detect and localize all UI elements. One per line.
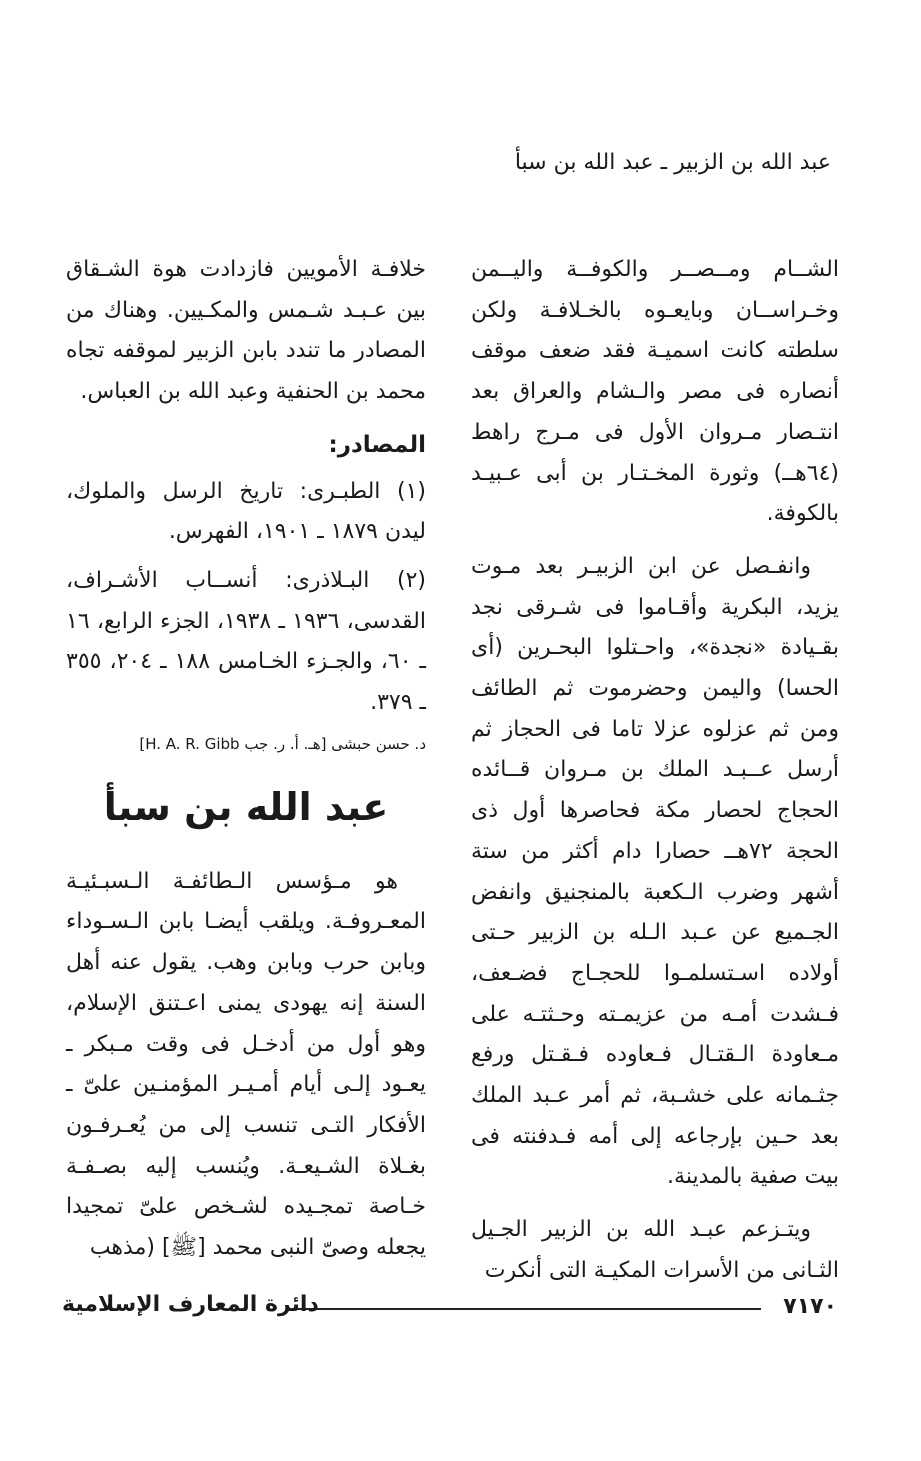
body-paragraph: ويتـزعم عبـد الله بن الزبير الجـيل الثـانى من الأسرات المكيـة التى أنكرت xyxy=(471,1217,839,1283)
left-column xyxy=(66,250,426,1281)
body-paragraph: وانفـصل عن ابن الزبيـر بعد مـوت يزيد، البكرية وأقـاموا فى شـرقى نجد بقـيادة «نجدة»، واحـتلوا البحـرين (أى الحسا) واليمن وحضرموت ثم الطائف ومن ثم عزلوه عزلا تاما فى الحجاز ثم أرسل عــبـد الملك بن مـروان قــائده الحجاج لحصار مكة فحاصرها أول ذى الحجة ٧٢هــ حصارا دام أكثر من ستة أشهر وضرب الـكعبة بالمنجنيق وانفض الجـميع عن عـبد الـله بن الزبير حـتى أولاده اسـتسلمـوا للحجـاج فضـعف، فـشدت أمـه من عزيمـته وحـثتـه على مـعاودة الـقتـال فـعاوده فـقـتل ورفع جثـمانه على خشـبة، ثم أمر عـبد الملك بعد حـين بإرجاعه إلى أمه فـدفنته فى بيت صفية بالمدينة. xyxy=(471,553,839,1190)
page-number: ٧١٧٠ xyxy=(783,1294,837,1319)
reference-item: (١) الطبـرى: تاريخ الرسل والملوك، ليدن ١٨٧٩ ـ ١٩٠١، الفهرس. xyxy=(66,478,426,545)
body-paragraph: الشــام ومــصــر والكوفــة واليــمن وخـراســان وبايعـوه بالخـلافـة ولكن سلطته كانت اسميـة فقد ضعف موقف أنصاره فى مصر والـشام والعراق بعد انتـصار مـروان الأول فى مـرج راهط (٦٤هــ) وثورة المخـتـار بن أبى عـبيـد بالكوفة. xyxy=(471,257,839,527)
footer-rule xyxy=(292,1308,761,1310)
article-title: عبد الله بن سبأ xyxy=(103,784,389,829)
sources-heading: المصادر: xyxy=(328,431,426,458)
article-body: هو مـؤسس الـطائفـة الـسبـئيـة المعـروفـة. ويلقب أيضـا بابن الـسـوداء وبابن حرب وبابن وهب. يقول عنه أهل السنة إنه يهودى يمنى اعـتنق الإسلام، وهو أول من أدخـل فى وقت مـبكر ـ يعـود إلـى أيام أمـيـر المؤمنـين علىّ ـ الأفكار التـى تنسب إلى من يُعـرفـون بغـلاة الشـيعـة. ويُنسب إليه بصـفـة خـاصة تمجـيده لشـخص علىّ تمجيدا يجعله وصىّ النبى محمد [ﷺ] (مذهب xyxy=(66,868,426,1261)
author-credit: د. حسن حبشى [هـ. أ. ر. جب H. A. R. Gibb] xyxy=(139,734,426,753)
reference-item: (٢) البـلاذرى: أنســاب الأشـراف، القدسى، ١٩٣٦ ـ ١٩٣٨، الجزء الرابع، ١٦ ـ ٦٠، والجـزء الخـامس ١٨٨ ـ ٢٠٤، ٣٥٥ ـ ٣٧٩. xyxy=(66,567,427,716)
running-head: عبد الله بن الزبير ـ عبد الله بن سبأ xyxy=(514,150,831,175)
footer xyxy=(62,1290,837,1324)
publication-name: دائرة المعارف الإسلامية xyxy=(62,1292,319,1317)
continuation-paragraph: خلافـة الأمويين فازدادت هوة الشـقاق بين عـبـد شـمس والمكـيين. وهناك من المصادر ما تندد بابن الزبير لموقفه تجاه محمد بن الحنفية وعبد الله بن العباس. xyxy=(66,257,426,405)
right-column xyxy=(471,250,839,1304)
